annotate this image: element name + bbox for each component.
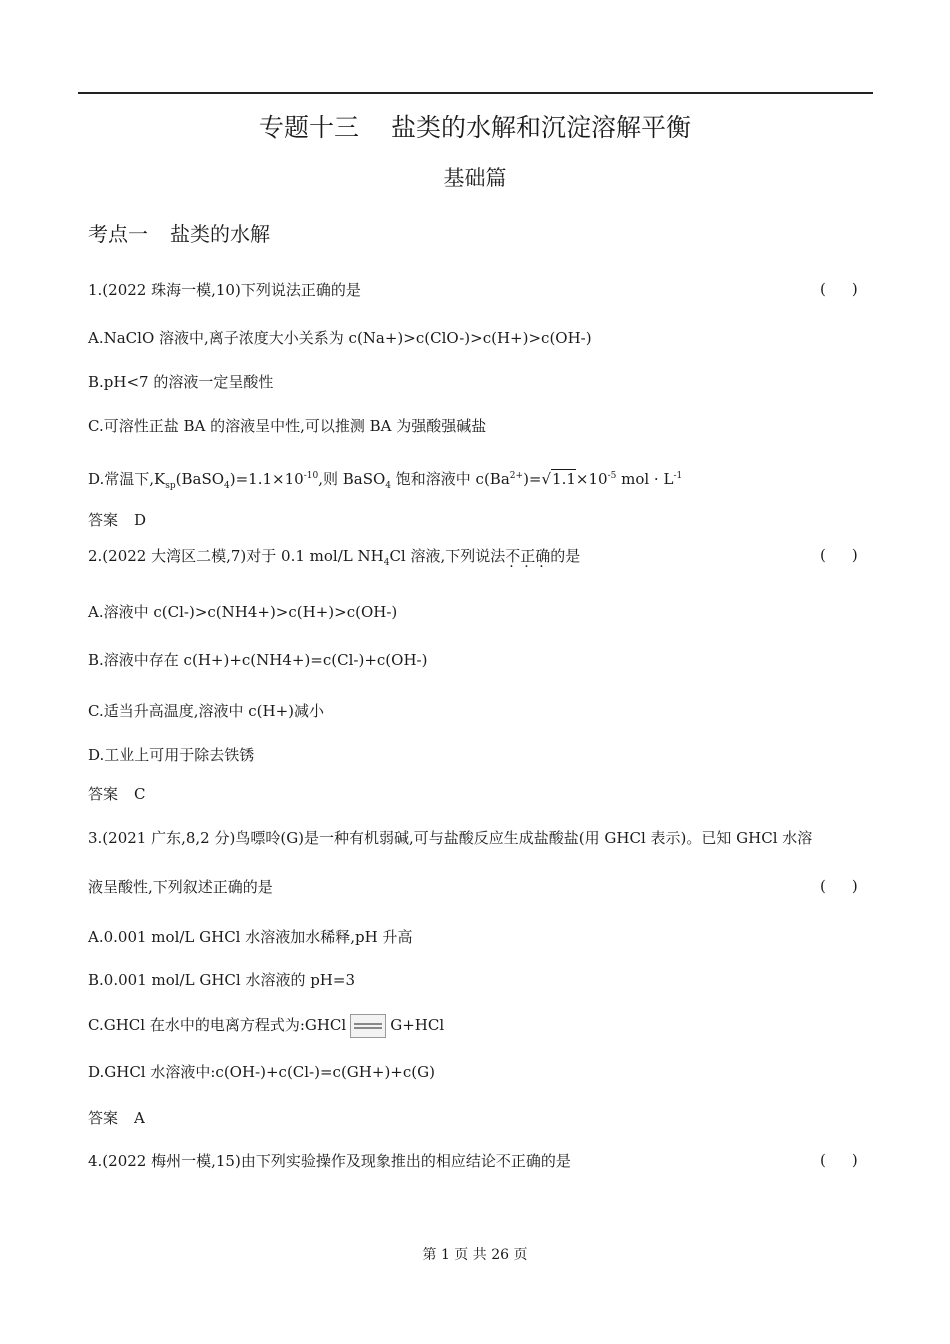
question-1-stem: 1.(2022 珠海一模,10)下列说法正确的是: [88, 281, 361, 299]
q1-option-d: D.常温下$,K_{sp}(BaSO_4)=1.1\times 10^{-10}$,则 BaSO$_4$ 饱和溶液中 $c(Ba^{2+})=√1.1\times 10^{-5}$ mol · $L^{-1}$: [88, 470, 683, 491]
q1-option-a: A.NaClO 溶液中,离子浓度大小关系为 c(Na+)>c(ClO-)>c(H+)>c(OH-): [88, 329, 592, 347]
question-3-stem-line2: 液呈酸性,下列叙述正确的是: [88, 878, 273, 896]
q3-option-a: A.0.001 mol/L GHCl 水溶液加水稀释,pH 升高: [88, 928, 413, 946]
q2-option-c: C.适当升高温度,溶液中 c(H+)减小: [88, 702, 325, 720]
equilibrium-sign-icon: [350, 1014, 386, 1038]
q3-option-d: D.GHCl 水溶液中:c(OH-)+c(Cl-)=c(GH+)+c(G): [88, 1063, 435, 1081]
q1-option-b: B.pH<7 的溶液一定呈酸性: [88, 373, 274, 391]
page-title: 专题十三 盐类的水解和沉淀溶解平衡: [258, 113, 692, 142]
header-rule: [78, 92, 873, 94]
question-2-stem: 2.(2022 大湾区二模,7)对于 0.1 mol/L $NH_4Cl$ 溶液,下列说法不正确的是: [88, 547, 581, 568]
answer-bracket-2: ( ): [820, 546, 858, 564]
q3-answer: 答案 A: [88, 1109, 145, 1127]
section-heading: 考点一 盐类的水解: [88, 222, 270, 246]
q3-option-b: B.0.001 mol/L GHCl 水溶液的 pH=3: [88, 971, 356, 989]
answer-bracket-4: ( ): [820, 1151, 858, 1169]
q2-option-d: D.工业上可用于除去铁锈: [88, 746, 255, 764]
q2-answer: 答案 C: [88, 785, 146, 803]
q2-option-a: A.溶液中 c(Cl-)>c(NH4+)>c(H+)>c(OH-): [88, 603, 398, 621]
page-subtitle: 基础篇: [443, 166, 507, 190]
q3-option-c: C.GHCl 在水中的电离方程式为:GHCl G+HCl: [88, 1014, 444, 1038]
q1-answer: 答案 D: [88, 511, 147, 529]
q1-option-c: C.可溶性正盐 BA 的溶液呈中性,可以推测 BA 为强酸强碱盐: [88, 417, 487, 435]
question-4-stem: 4.(2022 梅州一模,15)由下列实验操作及现象推出的相应结论不正确的是: [88, 1152, 571, 1170]
question-3-stem-line1: 3.(2021 广东,8,2 分)鸟嘌呤(G)是一种有机弱碱,可与盐酸反应生成盐酸盐(用 GHCl 表示)。已知 GHCl 水溶: [88, 829, 813, 847]
answer-bracket-1: ( ): [820, 280, 858, 298]
answer-bracket-3: ( ): [820, 877, 858, 895]
q2-option-b: B.溶液中存在 c(H+)+c(NH4+)=c(Cl-)+c(OH-): [88, 651, 428, 669]
page-footer: 第 1 页 共 26 页: [422, 1247, 528, 1263]
